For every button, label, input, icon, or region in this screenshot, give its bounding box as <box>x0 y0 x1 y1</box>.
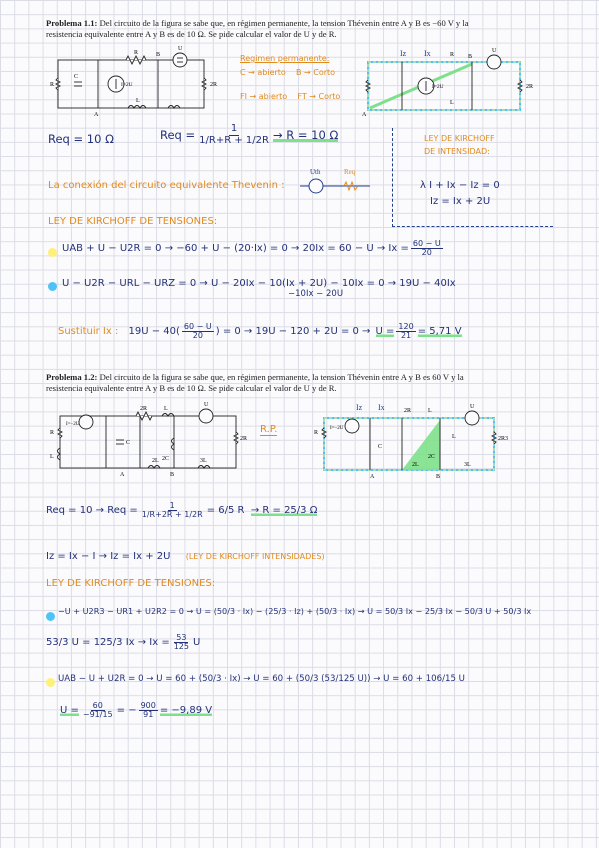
req-small-label: Req <box>344 168 356 176</box>
c1-label-r-left: R <box>50 82 55 88</box>
kirchhoff-i-title: LEY DE KIRCHOFF DE INTENSIDAD: <box>424 134 495 156</box>
c1-label-c: C <box>74 74 79 80</box>
circuit-1-annotated <box>360 44 540 118</box>
c1a-label-r: R <box>450 52 455 58</box>
c2a-label-l: L <box>428 408 432 414</box>
c1a-label-a: A <box>362 112 367 118</box>
c2a-label-2c: 2C <box>428 454 436 460</box>
c2a-label-3l: 3L <box>464 462 471 468</box>
c1a-label-i: I=2U <box>432 84 444 90</box>
cyan-bullet-2 <box>46 612 55 621</box>
uth-label: Uth <box>310 168 321 176</box>
c1-label-r-top: R <box>134 50 139 56</box>
p2-eq3: UAB − U + U2R = 0 → U = 60 + (50/3 · Ix) → U = 60 + (50/3 (53/125 U)) → U = 60 + 106/15 U <box>58 674 465 684</box>
c1-label-i: I=2U <box>121 82 133 88</box>
c2-label-2l: 2L <box>152 458 159 464</box>
c2-label-l: L <box>164 406 168 412</box>
c2-label-a: A <box>120 472 125 478</box>
c1-label-a: A <box>94 112 99 118</box>
req-2 <box>160 124 338 146</box>
yellow-bullet-2 <box>46 678 55 687</box>
c1a-label-iz: Iz <box>400 49 407 58</box>
c2a-label-u: U <box>470 404 475 410</box>
kirchhoff-i-eqs <box>420 178 500 210</box>
kirchhoff-v-title-1: LEY DE KIRCHOFF DE TENSIONES: <box>48 216 218 227</box>
c2a-label-2r3: 2R3 <box>498 436 509 442</box>
c2-label-2c: 2C <box>162 456 170 462</box>
c1-label-b: B <box>156 52 161 58</box>
p2-req: Req = 10 → Req = $\frac{1}{1/R+2R + 1/2R}$ = 6/5 R → R = 25/3 Ω <box>46 501 318 520</box>
c2a-label-2l: 2L <box>412 462 419 468</box>
p2-iz: Iz = Ix − I → Iz = Ix + 2U (LEY DE KIRCHOFF INTENSIDADES) <box>46 551 325 562</box>
c2-label-2r: 2R <box>140 406 148 412</box>
c1-label-u: U <box>178 46 183 52</box>
c1-label-2r: 2R <box>210 82 218 88</box>
problem-2-heading: Problema 1.2: <box>46 372 98 382</box>
req-1: Req = 10 Ω <box>48 132 114 146</box>
p2-eq2: 53/3 U = 125/3 Ix → Ix = $\frac{53}{125}$ U <box>46 633 201 652</box>
req-2-lhs: Req = <box>160 128 196 142</box>
regime-c: C → abierto B → Corto <box>240 68 336 77</box>
problem-2-statement <box>46 372 476 394</box>
kirchhoff-v-title-2: LEY DE KIRCHOFF DE TENSIONES: <box>46 578 216 589</box>
regime-fi: FI → abierto FT → Corto <box>240 92 341 101</box>
regime-permanente-note <box>240 52 340 104</box>
circuit-2-annotated <box>312 398 512 480</box>
c1a-label-ix: Ix <box>424 49 431 58</box>
cyan-bullet <box>48 282 57 291</box>
c2-label-2r-right: 2R <box>240 436 248 442</box>
c1a-label-u: U <box>492 48 497 54</box>
yellow-bullet <box>48 248 57 257</box>
c2a-label-l-in: L <box>452 434 456 440</box>
c2-label-r: R <box>50 430 55 436</box>
p1-solution: Sustituir Ix : 19U − 40( $\frac{60 - U}{20}$ ) = 0 → 19U − 120 + 2U = 0 → U = $\frac{120}{21}$ = 5,71 V <box>58 321 462 340</box>
req-2-result: → R = 10 Ω <box>272 128 339 142</box>
problem-1-heading: Problema 1.1: <box>46 18 98 28</box>
c1a-label-l: L <box>450 100 454 106</box>
c2a-label-c: C <box>378 444 383 450</box>
req-2-frac: $\frac{1}{1/R+R + 1/2R}$ <box>199 123 269 146</box>
rp-label: R.P. <box>260 424 278 435</box>
p1-eq1: UAB + U − U2R = 0 → −60 + U − (20·Ix) = 0 → 20Ix = 60 − U → Ix = $\frac{60 - U}{20}$ <box>62 239 441 258</box>
p2-eq1: −U + U2R3 − UR1 + U2R2 = 0 → U = (50/3 · Ix) − (25/3 · Iz) + (50/3 · Ix) → U = 50/3 Ix − 25/3 Ix − 50/3 U + 50/3 Ix <box>58 606 532 616</box>
kirchhoff-i-eq2: Iz = Ix + 2U <box>430 196 491 207</box>
c1-label-l-bot: L <box>136 98 140 104</box>
c1a-label-b: B <box>468 54 473 60</box>
c1a-label-2r: 2R <box>526 84 534 90</box>
problem-1-statement <box>46 18 476 40</box>
kirchhoff-i-eq1: λ I + Ix − Iz = 0 <box>420 180 500 191</box>
thevenin-connection: La conexión del circuito equivalente Thevenin : <box>48 180 285 191</box>
c2-label-l-left: L <box>50 454 54 460</box>
c2a-label-a: A <box>370 474 375 480</box>
c2a-label-b: B <box>436 474 441 480</box>
problem-1-text: Del circuito de la figura se sabe que, en régimen permanente, la tension Thévenin entre A y B es −60 V y la resistencia equivalente entre A y B es de 10 Ω. Se pide calcular el valor de U y de R. <box>46 18 469 39</box>
c2a-label-i: I=−2U <box>330 426 344 431</box>
regime-title: Regimen permanente: <box>240 54 330 63</box>
c2-label-u: U <box>204 402 209 408</box>
c2a-label-iz: Iz <box>356 403 363 412</box>
problem-2-text: Del circuito de la figura se sabe que, en régimen permanente, la tension Thévenin entre A y B es 60 V y la resistencia equivalente entre A y B es de 10 Ω. Se pide calcular el valor de U y de R. <box>46 372 464 393</box>
c2-label-b: B <box>170 472 175 478</box>
c2a-label-r: R <box>314 430 319 436</box>
circuit-1-diagram <box>46 42 226 118</box>
circuit-2-diagram <box>46 398 246 478</box>
p2-solution: U = $\frac{60}{-91/15}$ = − $\frac{900}{91}$ = −9,89 V <box>60 701 213 720</box>
c2a-label-2r: 2R <box>404 408 412 414</box>
c2a-label-ix: Ix <box>378 403 385 412</box>
c2-label-c: C <box>126 440 131 446</box>
c2-label-3l: 3L <box>200 458 207 464</box>
p1-eq2: U − U2R − URL − URZ = 0 → U − 20Ix − 10(Ix + 2U) − 10Ix = 0 → 19U − 40Ix −10Ix − 20U <box>62 278 456 299</box>
thevenin-equivalent-icon <box>300 166 380 196</box>
c2-label-i: I=−2U <box>66 422 80 427</box>
